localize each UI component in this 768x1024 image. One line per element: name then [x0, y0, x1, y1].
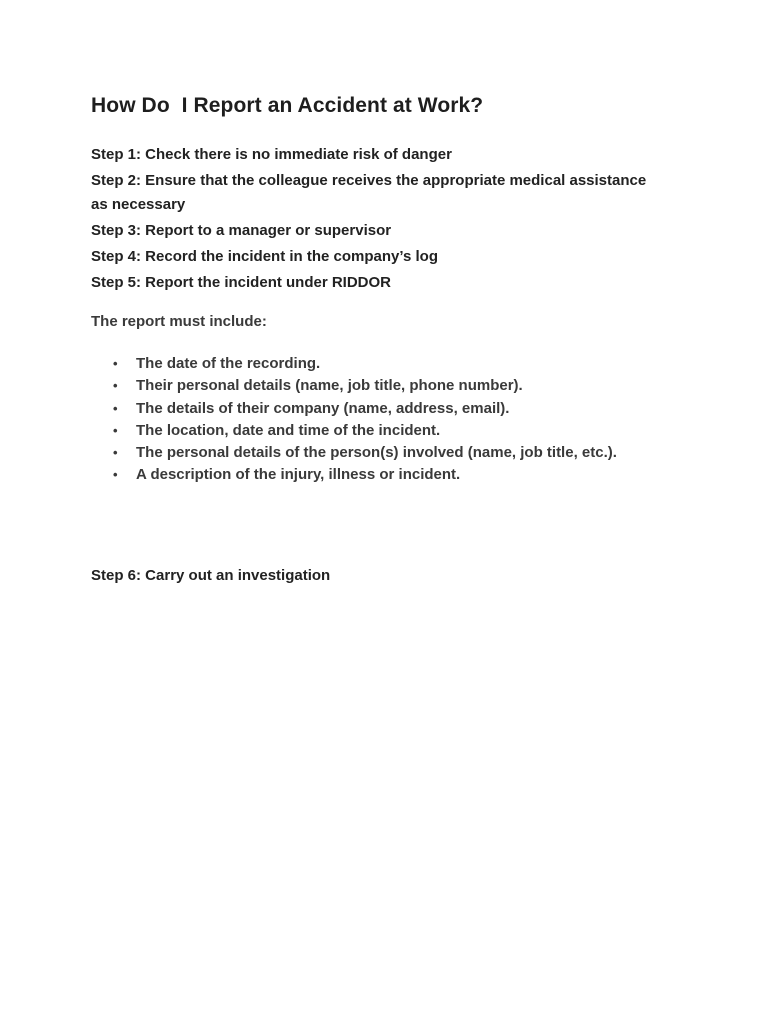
list-item-text: The personal details of the person(s) involved (name, job title, etc.). [136, 444, 617, 462]
final-step: Step 6: Carry out an investigation [91, 567, 331, 584]
step-item: Step 3: Report to a manager or supervisor [91, 222, 392, 239]
document-title: How Do I Report an Accident at Work? [91, 94, 484, 117]
report-intro: The report must include: [91, 313, 267, 330]
list-item [91, 442, 671, 464]
bullet-icon: • [113, 422, 118, 438]
bullet-icon: • [113, 378, 118, 394]
bullet-icon: • [113, 356, 118, 371]
list-item [91, 464, 671, 486]
list-item-text: The details of their company (name, address, email). [136, 399, 510, 417]
bullet-icon: • [113, 400, 118, 416]
list-item-text: A description of the injury, illness or incident. [136, 466, 461, 484]
list-item-text: The location, date and time of the incident. [136, 421, 441, 439]
step-item: Step 4: Record the incident in the company’s log [91, 248, 438, 265]
list-item-text: Their personal details (name, job title, phone number). [136, 377, 523, 395]
list-item [91, 375, 671, 397]
list-item [91, 398, 671, 420]
report-requirements-list [91, 353, 671, 487]
list-item [91, 420, 671, 442]
step-item: Step 5: Report the incident under RIDDOR [91, 274, 392, 291]
list-item [91, 353, 671, 375]
step-item: Step 2: Ensure that the colleague receives the appropriate medical assistance as necessary [91, 172, 647, 213]
steps-list [91, 143, 651, 297]
step-item: Step 1: Check there is no immediate risk of danger [91, 146, 452, 163]
bullet-icon: • [113, 445, 118, 461]
list-item-text: The date of the recording. [136, 355, 321, 372]
bullet-icon: • [113, 467, 118, 483]
